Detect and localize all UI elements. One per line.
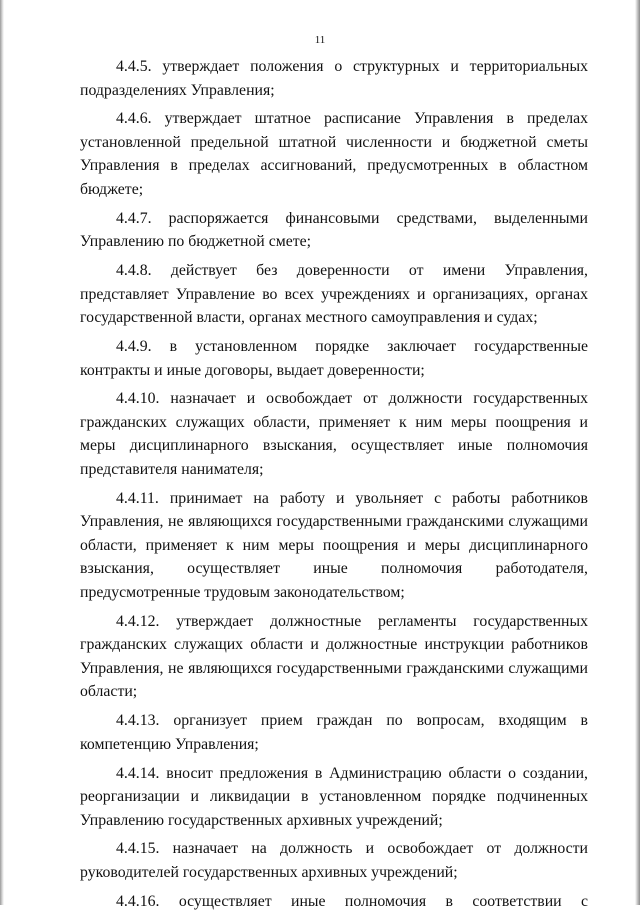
paragraph-4-4-16: 4.4.16. осуществляет иные полномочия в соответствии с <box>116 892 588 910</box>
paragraph-4-4-8: 4.4.8. действует без доверенности от имени Управления, представляет Управление во всех учреждениях и организациях, органах государственной власти, органах местного самоуправления и судах; <box>80 262 588 327</box>
scan-edge-right <box>635 0 640 905</box>
paragraph-4-4-5: 4.4.5. утверждает положения о структурных и территориальных подразделениях Управления; <box>80 58 588 99</box>
page-number: 11 <box>314 34 326 46</box>
paragraph-4-4-14: 4.4.14. вносит предложения в Администрацию области о создании, реорганизации и ликвидации в установленном порядке подчиненных Управлению государственных архивных учреждений; <box>80 764 588 829</box>
paragraph-4-4-15: 4.4.15. назначает на должность и освобождает от должности руководителей государственных архивных учреждений; <box>80 840 588 881</box>
scan-edge-left <box>0 0 4 905</box>
document-body <box>80 55 588 919</box>
paragraph-4-4-11: 4.4.11. принимает на работу и увольняет с работы работников Управления, не являющихся государственными гражданскими служащими области, применяет к ним меры поощрения и меры дисциплинарного взыскания, осуществляет иные полномочия работодателя, предусмотренные трудовым законодательством; <box>80 489 588 601</box>
paragraph-4-4-7: 4.4.7. распоряжается финансовыми средствами, выделенными Управлению по бюджетной смете; <box>80 209 588 251</box>
paragraph-4-4-13: 4.4.13. организует прием граждан по вопросам, входящим в компетенцию Управления; <box>80 712 588 753</box>
paragraph-4-4-10: 4.4.10. назначает и освобождает от должности государственных гражданских служащих области, применяет к ним меры поощрения и меры дисциплинарного взыскания, осуществляет иные полномочия представителя нанимателя; <box>80 390 588 478</box>
paragraph-4-4-12: 4.4.12. утверждает должностные регламенты государственных гражданских служащих области и должностные инструкции работников Управления, не являющихся государственными гражданскими служащими области; <box>80 612 588 701</box>
paragraph-4-4-9: 4.4.9. в установленном порядке заключает государственные контракты и иные договоры, выдает доверенности; <box>80 338 588 379</box>
paragraph-4-4-6: 4.4.6. утверждает штатное расписание Управления в пределах установленной предельной штатной численности и бюджетной сметы Управления в пределах ассигнований, предусмотренных в областном бюджете; <box>80 110 588 198</box>
